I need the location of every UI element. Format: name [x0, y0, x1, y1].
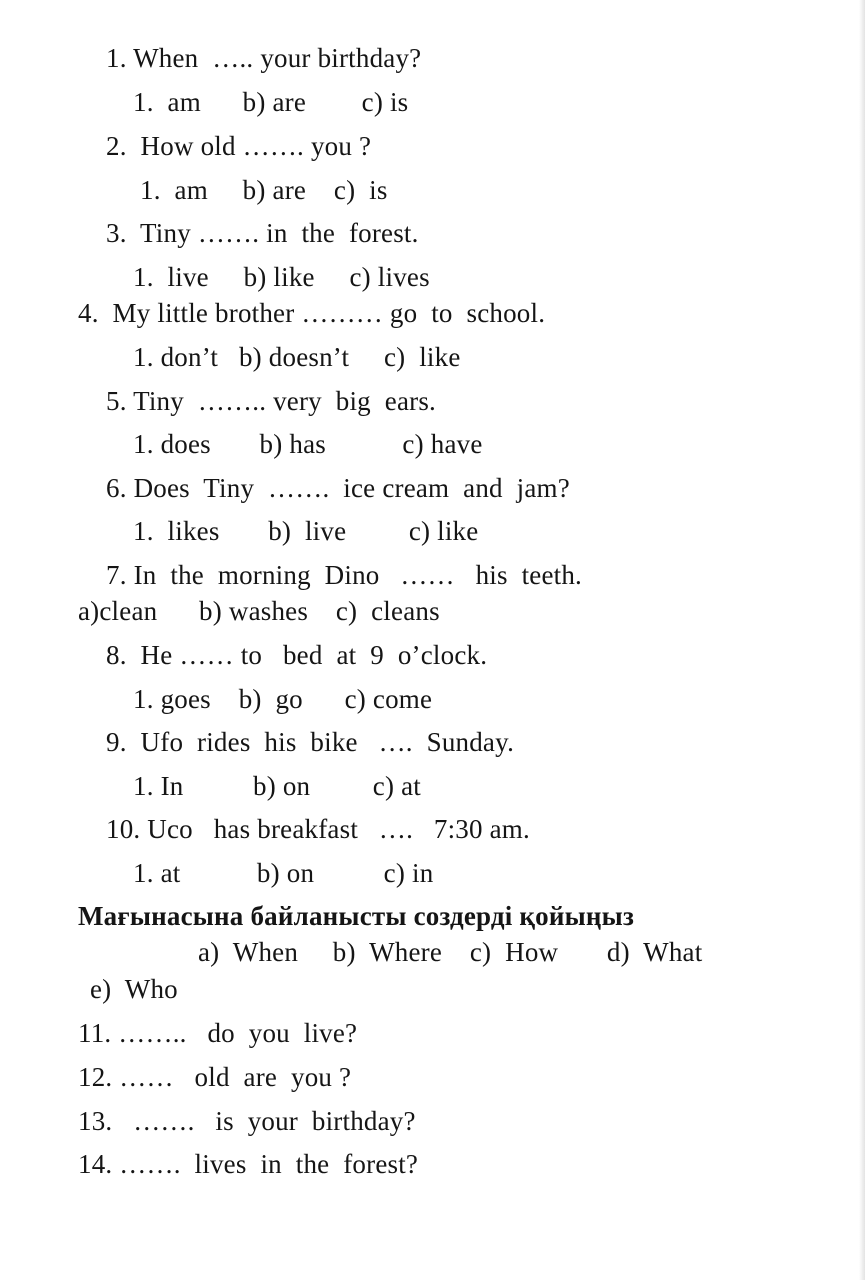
question-7: 7. In the morning Dino …… his teeth. [106, 560, 583, 590]
question-2: 2. How old ……. you ? [106, 131, 372, 161]
fill-item-13: 13. ……. is your birthday? [78, 1106, 416, 1136]
options-6: 1. likes b) live c) like [133, 516, 479, 546]
word-choices-line-2: e) Who [90, 974, 178, 1004]
fill-item-11: 11. …….. do you live? [78, 1018, 358, 1048]
options-10: 1. at b) on c) in [133, 858, 434, 888]
options-7: a)clean b) washes c) cleans [78, 596, 440, 626]
fill-item-14: 14. ……. lives in the forest? [78, 1149, 419, 1179]
question-1: 1. When ….. your birthday? [106, 43, 422, 73]
question-4: 4. My little brother ……… go to school. [78, 298, 546, 328]
options-4: 1. don’t b) doesn’t c) like [133, 342, 461, 372]
question-3: 3. Tiny ……. in the forest. [106, 218, 419, 248]
question-5: 5. Tiny …….. very big ears. [106, 386, 436, 416]
question-8: 8. He …… to bed at 9 o’clock. [106, 640, 488, 670]
question-10: 10. Uco has breakfast …. 7:30 am. [106, 814, 530, 844]
options-8: 1. goes b) go c) come [133, 684, 433, 714]
question-6: 6. Does Tiny ……. ice cream and jam? [106, 473, 570, 503]
section-title: Мағынасына байланысты создерді қойыңыз [78, 901, 635, 931]
options-9: 1. In b) on c) at [133, 771, 421, 801]
options-5: 1. does b) has c) have [133, 429, 483, 459]
question-9: 9. Ufo rides his bike …. Sunday. [106, 727, 515, 757]
options-1: 1. am b) are c) is [133, 87, 409, 117]
page-edge [859, 0, 865, 1280]
fill-item-12: 12. …… old are you ? [78, 1062, 352, 1092]
word-choices-line-1: a) When b) Where c) How d) What [198, 937, 703, 967]
options-2: 1. am b) are c) is [140, 175, 388, 205]
options-3: 1. live b) like c) lives [133, 262, 430, 292]
